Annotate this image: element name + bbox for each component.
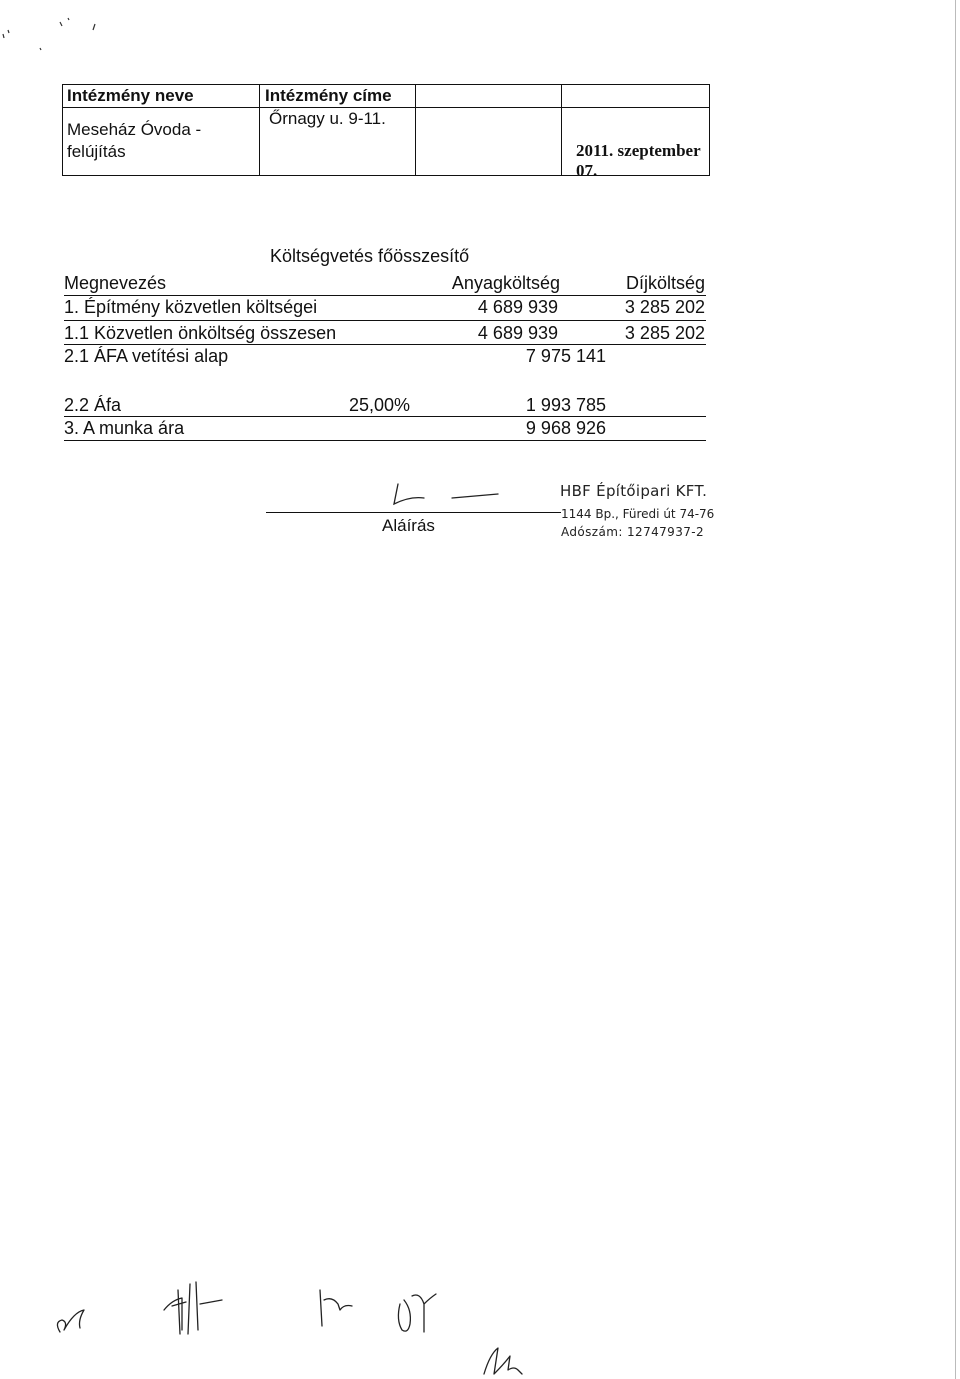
row5-label: 3. A munka ára xyxy=(64,418,185,438)
row2-material: 4 689 939 xyxy=(477,323,558,343)
budget-title: Költségvetés főösszesítő xyxy=(270,246,470,266)
row5-material: 9 968 926 xyxy=(525,418,606,438)
institution-address-header: Intézmény címe xyxy=(265,86,392,105)
handwritten-initials xyxy=(40,1270,560,1379)
stamp-address: 1144 Bp., Füredi út 74-76 xyxy=(561,507,715,521)
institution-name-line1: Meseház Óvoda - xyxy=(67,120,202,139)
signature-label: Aláírás xyxy=(382,516,435,535)
col-header-material: Anyagköltség xyxy=(451,273,560,293)
institution-address: Őrnagy u. 9-11. xyxy=(269,109,386,128)
col-header-fee: Díjköltség xyxy=(625,273,705,293)
institution-name-line2: felújítás xyxy=(67,142,126,161)
row5-rule xyxy=(64,440,706,441)
row2-label: 1.1 Közvetlen önköltség összesen xyxy=(64,323,337,343)
row3-label: 2.1 ÁFA vetítési alap xyxy=(64,346,229,366)
col-header-name: Megnevezés xyxy=(64,273,167,293)
stamp-tax-number: Adószám: 12747937-2 xyxy=(561,525,705,539)
document-date: 2011. szeptember 07. xyxy=(576,141,701,180)
row1-rule xyxy=(64,320,706,321)
row1-label: 1. Építmény közvetlen költségei xyxy=(64,297,318,317)
row1-fee: 3 285 202 xyxy=(624,297,705,317)
row3-material: 7 975 141 xyxy=(525,346,606,366)
row4-material: 1 993 785 xyxy=(525,395,606,415)
scan-marks xyxy=(0,0,120,60)
signature-mark xyxy=(380,478,510,518)
row4-label: 2.2 Áfa xyxy=(64,395,122,415)
row4-rate: 25,00% xyxy=(348,395,410,415)
row1-material: 4 689 939 xyxy=(477,297,558,317)
stamp-company: HBF Építőipari KFT. xyxy=(560,482,708,500)
institution-name-header: Intézmény neve xyxy=(67,86,194,105)
row2-fee: 3 285 202 xyxy=(624,323,705,343)
header-table xyxy=(62,84,710,180)
scan-edge xyxy=(955,0,956,1379)
